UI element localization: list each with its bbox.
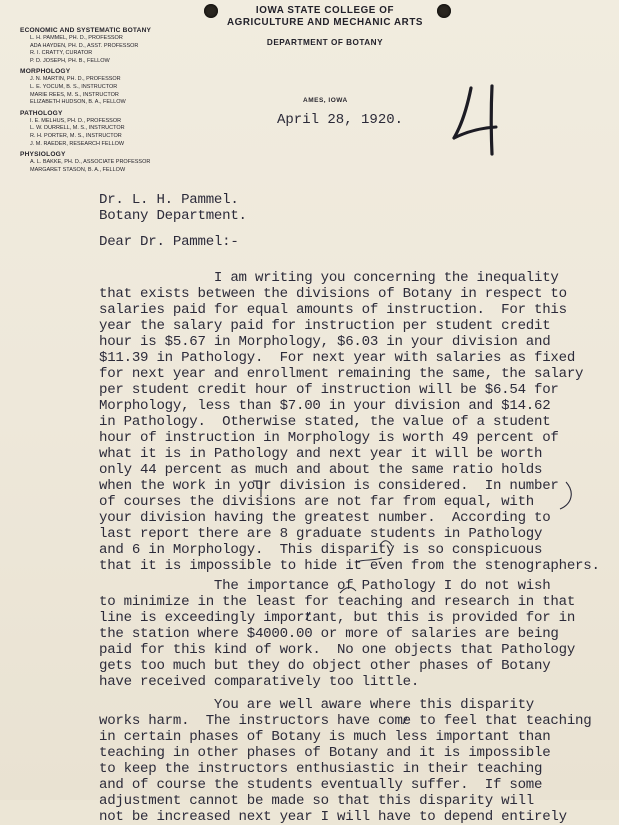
staff-member: ELIZABETH HUDSON, B. A., FELLOW [30,99,126,106]
staff-member: L. E. YOCUM, B. S., INSTRUCTOR [30,83,118,90]
body-line: Morphology, less than $7.00 in your division and $14.62 [99,398,551,414]
body-line: only 44 percent as much and about the same ratio holds [99,462,543,478]
body-line: $11.39 in Pathology. For next year with salaries as fixed [99,350,576,366]
city-line: AMES, IOWA [303,97,348,104]
college-name-line2: AGRICULTURE AND MECHANIC ARTS [226,17,424,28]
body-line: gets too much but they do object other phases of Botany [99,658,551,674]
body-line: The importance of Pathology I do not wish [99,578,551,594]
body-line: and 6 in Morphology. This disparity is so conspicuous [99,542,543,558]
body-line: last report there are 8 graduate students in Pathology [99,526,543,542]
staff-member: J. M. RAEDER, RESEARCH FELLOW [30,140,125,147]
body-line: when the work in your division is considered. In number [99,478,559,494]
body-line: salaries paid for equal amounts of instruction. For this [99,302,567,318]
department-name: DEPARTMENT OF BOTANY [266,38,384,47]
staff-member: I. E. MELHUS, PH. D., PROFESSOR [30,117,122,124]
staff-member: L. H. PAMMEL, PH. D., PROFESSOR [30,35,123,41]
body-line: for next year and enrollment remaining the same, the salary [99,366,584,382]
body-line: what it is in Pathology and next year it will be worth [99,446,543,462]
staff-member: A. L. BAKKE, PH. D., ASSOCIATE PROFESSOR [30,159,151,166]
body-line: line is exceedingly important, but this is provided for in [99,610,576,626]
staff-member: R. H. PORTER, M. S., INSTRUCTOR [30,132,122,139]
body-line: adjustment cannot be made so that this disparity will [99,793,535,809]
body-line: in certain phases of Botany is much less important than [99,729,551,745]
recipient-name: Dr. L. H. Pammel. [99,192,239,208]
body-line: to keep the instructors enthusiastic in their teaching [99,761,543,777]
body-line: hour is $5.67 in Morphology, $6.03 in your division and [99,334,551,350]
staff-member: P. D. JOSEPH, PH. B., FELLOW [30,57,110,64]
salutation: Dear Dr. Pammel:- [99,234,239,250]
body-line: your division having the greatest number. According to [99,510,551,526]
body-line: have received comparatively too little. [99,674,420,690]
body-line: per student credit hour of instruction will be $6.54 for [99,382,559,398]
division-heading: PATHOLOGY [20,109,63,117]
college-name: IOWA STATE COLLEGE OF [255,5,395,16]
body-line: to minimize in the least for teaching and research in that [99,594,576,610]
body-line: in Pathology. Otherwise stated, the value of a student [99,414,551,430]
body-line: I am writing you concerning the inequality [99,270,559,286]
body-line: teaching in other phases of Botany and it is impossible [99,745,551,761]
division-heading: PHYSIOLOGY [20,151,66,159]
body-line: that exists between the divisions of Botany in respect to [99,286,567,302]
recipient-department: Botany Department. [99,208,247,224]
body-line: hour of instruction in Morphology is worth 49 percent of [99,430,559,446]
body-line: not be increased next year I will have to depend entirely [99,809,567,825]
division-heading: ECONOMIC AND SYSTEMATIC BOTANY [20,27,152,34]
staff-member: L. W. DURRELL, M. S., INSTRUCTOR [30,125,125,132]
body-line: paid for this kind of work. No one objects that Pathology [99,642,576,658]
letter-date: April 28, 1920. [277,112,404,128]
body-line: You are well aware where this disparity [99,697,535,713]
staff-member: ADA HAYDEN, PH. D., ASST. PROFESSOR [30,42,139,49]
staff-member: J. N. MARTIN, PH. D., PROFESSOR [30,76,121,83]
body-line: year the salary paid for instruction per student credit [99,318,551,334]
body-line: of courses the divisions are not far from equal, with [99,494,535,510]
body-line: the station where $4000.00 or more of salaries are being [99,626,559,642]
staff-member: MARGARET STASON, B. A., FELLOW [30,166,126,173]
division-heading: MORPHOLOGY [20,68,71,76]
body-line: and of course the students eventually suffer. If some [99,777,543,793]
body-line: works harm. The instructors have come to feel that teaching [99,713,592,729]
staff-member: R. I. CRATTY, CURATOR [30,50,93,57]
body-line: that it is impossible to hide it even from the stenographers. [99,558,600,574]
staff-member: MARIE REES, M. S., INSTRUCTOR [30,91,119,98]
